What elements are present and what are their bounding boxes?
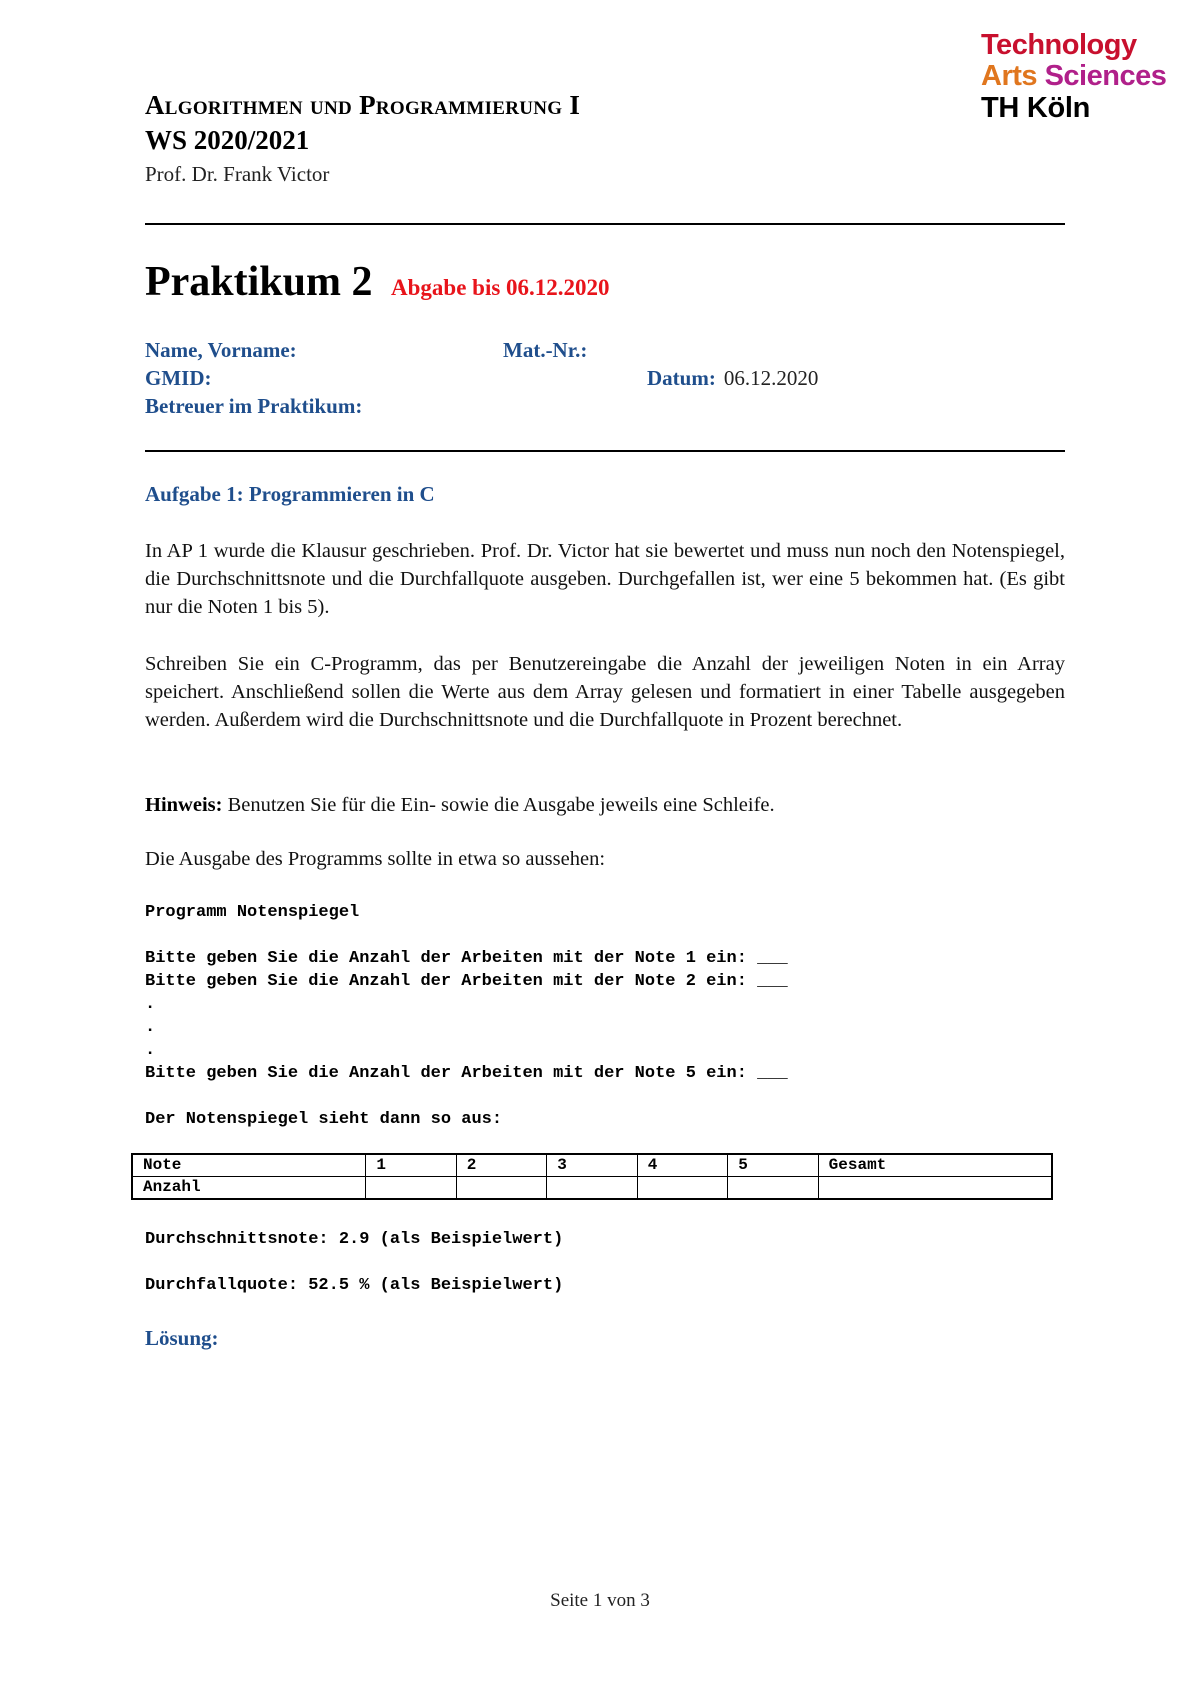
table-cell: Note bbox=[132, 1154, 366, 1177]
output-ellipsis-dot: . bbox=[145, 995, 156, 1014]
logo-sciences: Sciences bbox=[1044, 60, 1167, 93]
table-cell bbox=[728, 1177, 818, 1200]
praktikum-title: Praktikum 2 bbox=[145, 259, 373, 305]
hint-label: Hinweis: bbox=[145, 794, 223, 816]
page-title bbox=[145, 258, 610, 306]
name-field-label: Name, Vorname: bbox=[145, 338, 297, 362]
output-input-note5: Bitte geben Sie die Anzahl der Arbeiten mit der Note 5 ein: ___ bbox=[145, 1064, 788, 1083]
solution-heading: Lösung: bbox=[145, 1326, 219, 1350]
hint-paragraph bbox=[145, 791, 1065, 819]
task-paragraph-1: In AP 1 wurde die Klausur geschrieben. Prof. Dr. Victor hat sie bewertet und muss nun noch den Notenspiegel, die Durchschnittsnote und die Durchfallquote ausgeben. Durchgefallen ist, wer eine 5 bekommen hat. (Es gibt nur die Noten 1 bis 5). bbox=[145, 540, 1065, 618]
table-cell bbox=[547, 1177, 637, 1200]
table-row bbox=[132, 1154, 1052, 1177]
professor: Prof. Dr. Frank Victor bbox=[145, 162, 330, 186]
gmid-field-label: GMID: bbox=[145, 366, 212, 390]
table-cell bbox=[637, 1177, 727, 1200]
semester: WS 2020/2021 bbox=[145, 125, 310, 155]
task-paragraph-2: Schreiben Sie ein C-Programm, das per Benutzereingabe die Anzahl der jeweiligen Noten in ein Array speichert. Anschließend sollen die Werte aus dem Array gelesen und formatiert in einer Tabelle ausgegeben werden. Außerdem wird die Durchschnittsnote und die Durchfallquote in Prozent berechnet. bbox=[145, 653, 1065, 731]
task-paragraph-3: Die Ausgabe des Programms sollte in etwa so aussehen: bbox=[145, 848, 606, 870]
course-title: Algorithmen und Programmierung I bbox=[145, 90, 581, 120]
table-row bbox=[132, 1177, 1052, 1200]
output-failrate: Durchfallquote: 52.5 % (als Beispielwert) bbox=[145, 1276, 564, 1295]
table-cell: Anzahl bbox=[132, 1177, 366, 1200]
divider-top bbox=[145, 223, 1065, 225]
output-ellipsis-dot: . bbox=[145, 1018, 156, 1037]
table-cell: 5 bbox=[728, 1154, 818, 1177]
betreuer-field-label: Betreuer im Praktikum: bbox=[145, 394, 363, 418]
datum-field bbox=[647, 366, 818, 391]
logo-th-koeln: TH Köln bbox=[981, 91, 1091, 124]
hint-text: Benutzen Sie für die Ein- sowie die Ausgabe jeweils eine Schleife. bbox=[222, 794, 775, 816]
logo-arts: Arts bbox=[981, 60, 1038, 93]
table-cell: 1 bbox=[366, 1154, 456, 1177]
table-cell bbox=[366, 1177, 456, 1200]
output-average: Durchschnittsnote: 2.9 (als Beispielwert) bbox=[145, 1230, 564, 1249]
datum-value: 06.12.2020 bbox=[723, 366, 819, 390]
table-cell: 3 bbox=[547, 1154, 637, 1177]
logo-technology: Technology bbox=[981, 29, 1137, 61]
matnr-field-label: Mat.-Nr.: bbox=[503, 338, 588, 362]
table-cell bbox=[456, 1177, 546, 1200]
output-ellipsis-dot: . bbox=[145, 1041, 156, 1060]
deadline: Abgabe bis 06.12.2020 bbox=[391, 275, 610, 300]
logo-arts-sciences bbox=[981, 61, 1166, 92]
page-number: Seite 1 von 3 bbox=[550, 1590, 650, 1611]
grade-distribution-table bbox=[131, 1153, 1053, 1200]
table-cell bbox=[818, 1177, 1052, 1200]
output-input-note2: Bitte geben Sie die Anzahl der Arbeiten mit der Note 2 ein: ___ bbox=[145, 972, 788, 991]
output-input-note1: Bitte geben Sie die Anzahl der Arbeiten mit der Note 1 ein: ___ bbox=[145, 949, 788, 968]
th-koeln-logo bbox=[981, 30, 1166, 124]
table-cell: Gesamt bbox=[818, 1154, 1052, 1177]
output-title: Programm Notenspiegel bbox=[145, 903, 360, 922]
divider-bottom bbox=[145, 450, 1065, 452]
table-cell: 2 bbox=[456, 1154, 546, 1177]
task-heading: Aufgabe 1: Programmieren in C bbox=[145, 482, 435, 506]
output-table-intro: Der Notenspiegel sieht dann so aus: bbox=[145, 1110, 503, 1129]
table-cell: 4 bbox=[637, 1154, 727, 1177]
datum-label: Datum: bbox=[647, 366, 716, 390]
